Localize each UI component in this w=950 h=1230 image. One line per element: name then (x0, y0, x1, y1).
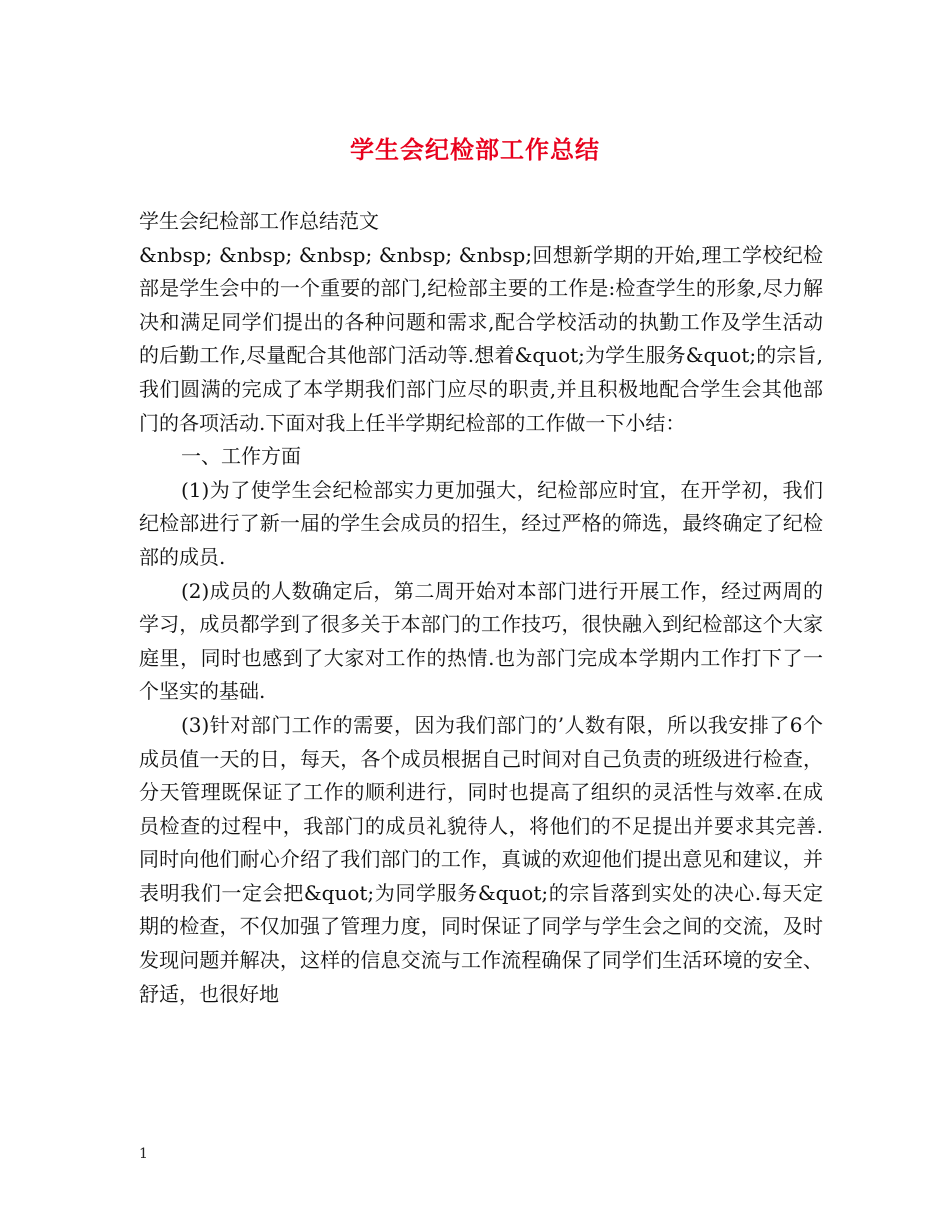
paragraph-item-2: (2)成员的人数确定后，第二周开始对本部门进行开展工作，经过两周的学习，成员都学到了很多关于本部门的工作技巧，很快融入到纪检部这个大家庭里，同时也感到了大家对工作的热情.也为部门完成本学期内工作打下了一个坚实的基础. (139, 578, 823, 704)
paragraph-item-3: (3)针对部门工作的需要，因为我们部门的’人数有限，所以我安排了6个成员值一天的日，每天，各个成员根据自己时间对自己负责的班级进行检查，分天管理既保证了工作的顺利进行，同时也提高了组织的灵活性与效率.在成员检查的过程中，我部门的成员礼貌待人，将他们的不足提出并要求其完善.同时向他们耐心介绍了我们部门的工作，真诚的欢迎他们提出意见和建议，并表明我们一定会把&quot;为同学服务&quot;的宗旨落到实处的决心.每天定期的检查，不仅加强了管理力度，同时保证了同学与学生会之间的交流，及时发现问题并解决，这样的信息交流与工作流程确保了同学们生活环境的安全、舒适，也很好地 (139, 712, 823, 1006)
section-heading: 一、工作方面 (181, 444, 301, 469)
paragraph-item-1: (1)为了使学生会纪检部实力更加强大，纪检部应时宜，在开学初，我们纪检部进行了新一届的学生会成员的招生，经过严格的筛选，最终确定了纪检部的成员. (139, 477, 823, 569)
document-body (139, 205, 823, 1011)
document-title: 学生会纪检部工作总结 (350, 135, 600, 164)
subtitle-paragraph: 学生会纪检部工作总结范文 (139, 209, 379, 233)
intro-paragraph: &nbsp; &nbsp; &nbsp; &nbsp; &nbsp;回想新学期的开始,理工学校纪检部是学生会中的一个重要的部门,纪检部主要的工作是:检查学生的形象,尽力解决和满足同学们提出的各种问题和需求,配合学校活动的执勤工作及学生活动的后勤工作,尽量配合其他部门活动等.想着&quot;为学生服务&quot;的宗旨,我们圆满的完成了本学期我们部门应尽的职责,并且积极地配合学生会其他部门的各项活动.下面对我上任半学期纪检部的工作做一下小结： (139, 242, 823, 435)
page-number: 1 (139, 1146, 148, 1162)
